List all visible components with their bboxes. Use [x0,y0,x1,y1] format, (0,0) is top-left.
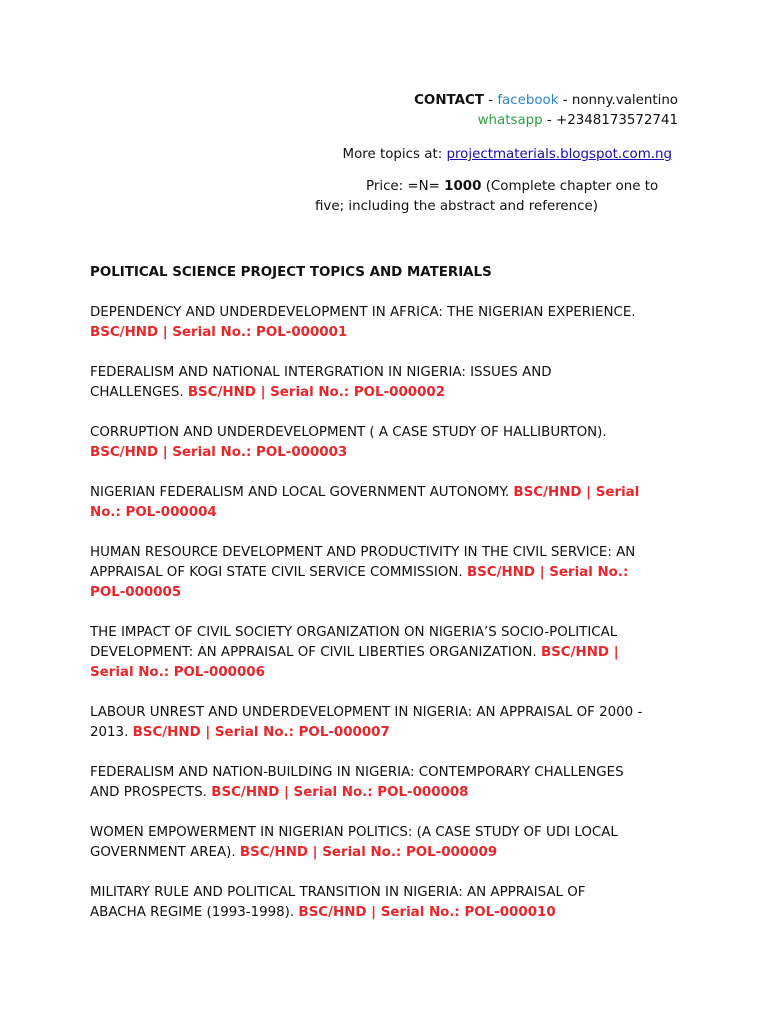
topic-line [90,663,685,683]
topic-title-text: THE IMPACT OF CIVIL SOCIETY ORGANIZATION ON NIGERIA’S SOCIO-POLITICAL [90,625,618,640]
topic-line [90,563,685,583]
topic-line [90,543,685,563]
topic-title-text: MILITARY RULE AND POLITICAL TRANSITION IN NIGERIA: AN APPRAISAL OF [90,885,586,900]
contact-label: CONTACT [414,93,484,108]
topic-item [90,363,685,403]
topic-title-text: CORRUPTION AND UNDERDEVELOPMENT ( A CASE STUDY OF HALLIBURTON). [90,425,607,440]
topic-title-text: HUMAN RESOURCE DEVELOPMENT AND PRODUCTIVITY IN THE CIVIL SERVICE: AN [90,545,636,560]
topic-item [90,623,685,683]
topic-serial-text: BSC/HND | Serial No.: POL-000009 [239,845,498,860]
topic-title-text: GOVERNMENT AREA). [90,845,240,860]
topic-serial-text: BSC/HND | Serial [513,485,640,500]
topic-title-text: CHALLENGES. [90,385,188,400]
topic-line [90,583,685,603]
price-line-2: five; including the abstract and reference) [315,199,598,214]
topic-line [90,303,685,323]
topic-line [90,623,685,643]
whatsapp-label[interactable]: whatsapp [477,113,543,128]
topic-serial-text: BSC/HND | Serial No.: POL-000002 [187,385,446,400]
topic-title-text: ABACHA REGIME (1993-1998). [90,905,299,920]
topic-serial-text: BSC/HND | Serial No.: POL-000003 [90,445,348,460]
topic-line [90,383,685,403]
topic-line [90,363,685,383]
topic-line [90,323,685,343]
topic-line [90,903,685,923]
topic-item [90,423,685,463]
topic-title-text: WOMEN EMPOWERMENT IN NIGERIAN POLITICS: (A CASE STUDY OF UDI LOCAL [90,825,618,840]
topic-serial-text: Serial No.: POL-000006 [90,665,265,680]
topic-line [90,643,685,663]
topic-line [90,843,685,863]
topic-title-text: FEDERALISM AND NATIONAL INTERGRATION IN NIGERIA: ISSUES AND [90,365,552,380]
topic-item [90,703,685,743]
topic-line [90,423,685,443]
topic-item [90,483,685,523]
topic-title-text: DEVELOPMENT: AN APPRAISAL OF CIVIL LIBERTIES ORGANIZATION. [90,645,541,660]
topic-title-text: AND PROSPECTS. [90,785,212,800]
contact-block [258,91,678,131]
topic-line [90,723,685,743]
topic-item [90,763,685,803]
topic-serial-text: BSC/HND | Serial No.: POL-000010 [298,905,556,920]
more-topics-label: More topics at: [342,147,447,162]
section-heading: POLITICAL SCIENCE PROJECT TOPICS AND MATERIALS [90,265,492,280]
facebook-value: nonny.valentino [571,93,678,108]
topics-container [90,303,685,923]
more-topics-link[interactable]: projectmaterials.blogspot.com.ng [446,147,672,162]
topic-serial-text: BSC/HND | Serial No.: POL-000001 [90,325,348,340]
topic-item [90,303,685,343]
topic-title-text: 2013. [90,725,133,740]
topic-line [90,763,685,783]
price-block [315,177,690,217]
price-line-1 [315,177,690,197]
topic-line [90,503,685,523]
topic-item [90,543,685,603]
topic-title-text: LABOUR UNREST AND UNDERDEVELOPMENT IN NIGERIA: AN APPRAISAL OF 2000 - [90,705,643,720]
topic-line [90,883,685,903]
topic-line [90,783,685,803]
contact-whatsapp-line: whatsapp - +2348173572741 [477,113,678,128]
topic-line [90,443,685,463]
contact-facebook-line: CONTACT - facebook - nonny.valentino [414,93,678,108]
topic-item [90,883,685,923]
facebook-label[interactable]: facebook [497,93,559,108]
topic-line [90,823,685,843]
topic-serial-text: POL-000005 [90,585,182,600]
topic-item [90,823,685,863]
topic-serial-text: No.: POL-000004 [90,505,217,520]
topic-title-text: DEPENDENCY AND UNDERDEVELOPMENT IN AFRICA: THE NIGERIAN EXPERIENCE. [90,305,636,320]
topic-serial-text: BSC/HND | [540,645,619,660]
topic-title-text: NIGERIAN FEDERALISM AND LOCAL GOVERNMENT AUTONOMY. [90,485,514,500]
price-note-1: (Complete chapter one to [481,179,659,194]
topic-title-text: APPRAISAL OF KOGI STATE CIVIL SERVICE COMMISSION. [90,565,467,580]
more-topics-line [343,145,672,165]
topic-serial-text: BSC/HND | Serial No.: POL-000007 [132,725,390,740]
topic-line [90,483,685,503]
topic-line [90,703,685,723]
whatsapp-value: +2348173572741 [556,113,678,128]
price-label: Price: =N= [366,179,445,194]
price-amount: 1000 [444,179,482,194]
topic-title-text: FEDERALISM AND NATION-BUILDING IN NIGERIA: CONTEMPORARY CHALLENGES [90,765,624,780]
topic-serial-text: BSC/HND | Serial No.: [466,565,629,580]
topic-list [90,263,685,943]
topic-serial-text: BSC/HND | Serial No.: POL-000008 [211,785,469,800]
